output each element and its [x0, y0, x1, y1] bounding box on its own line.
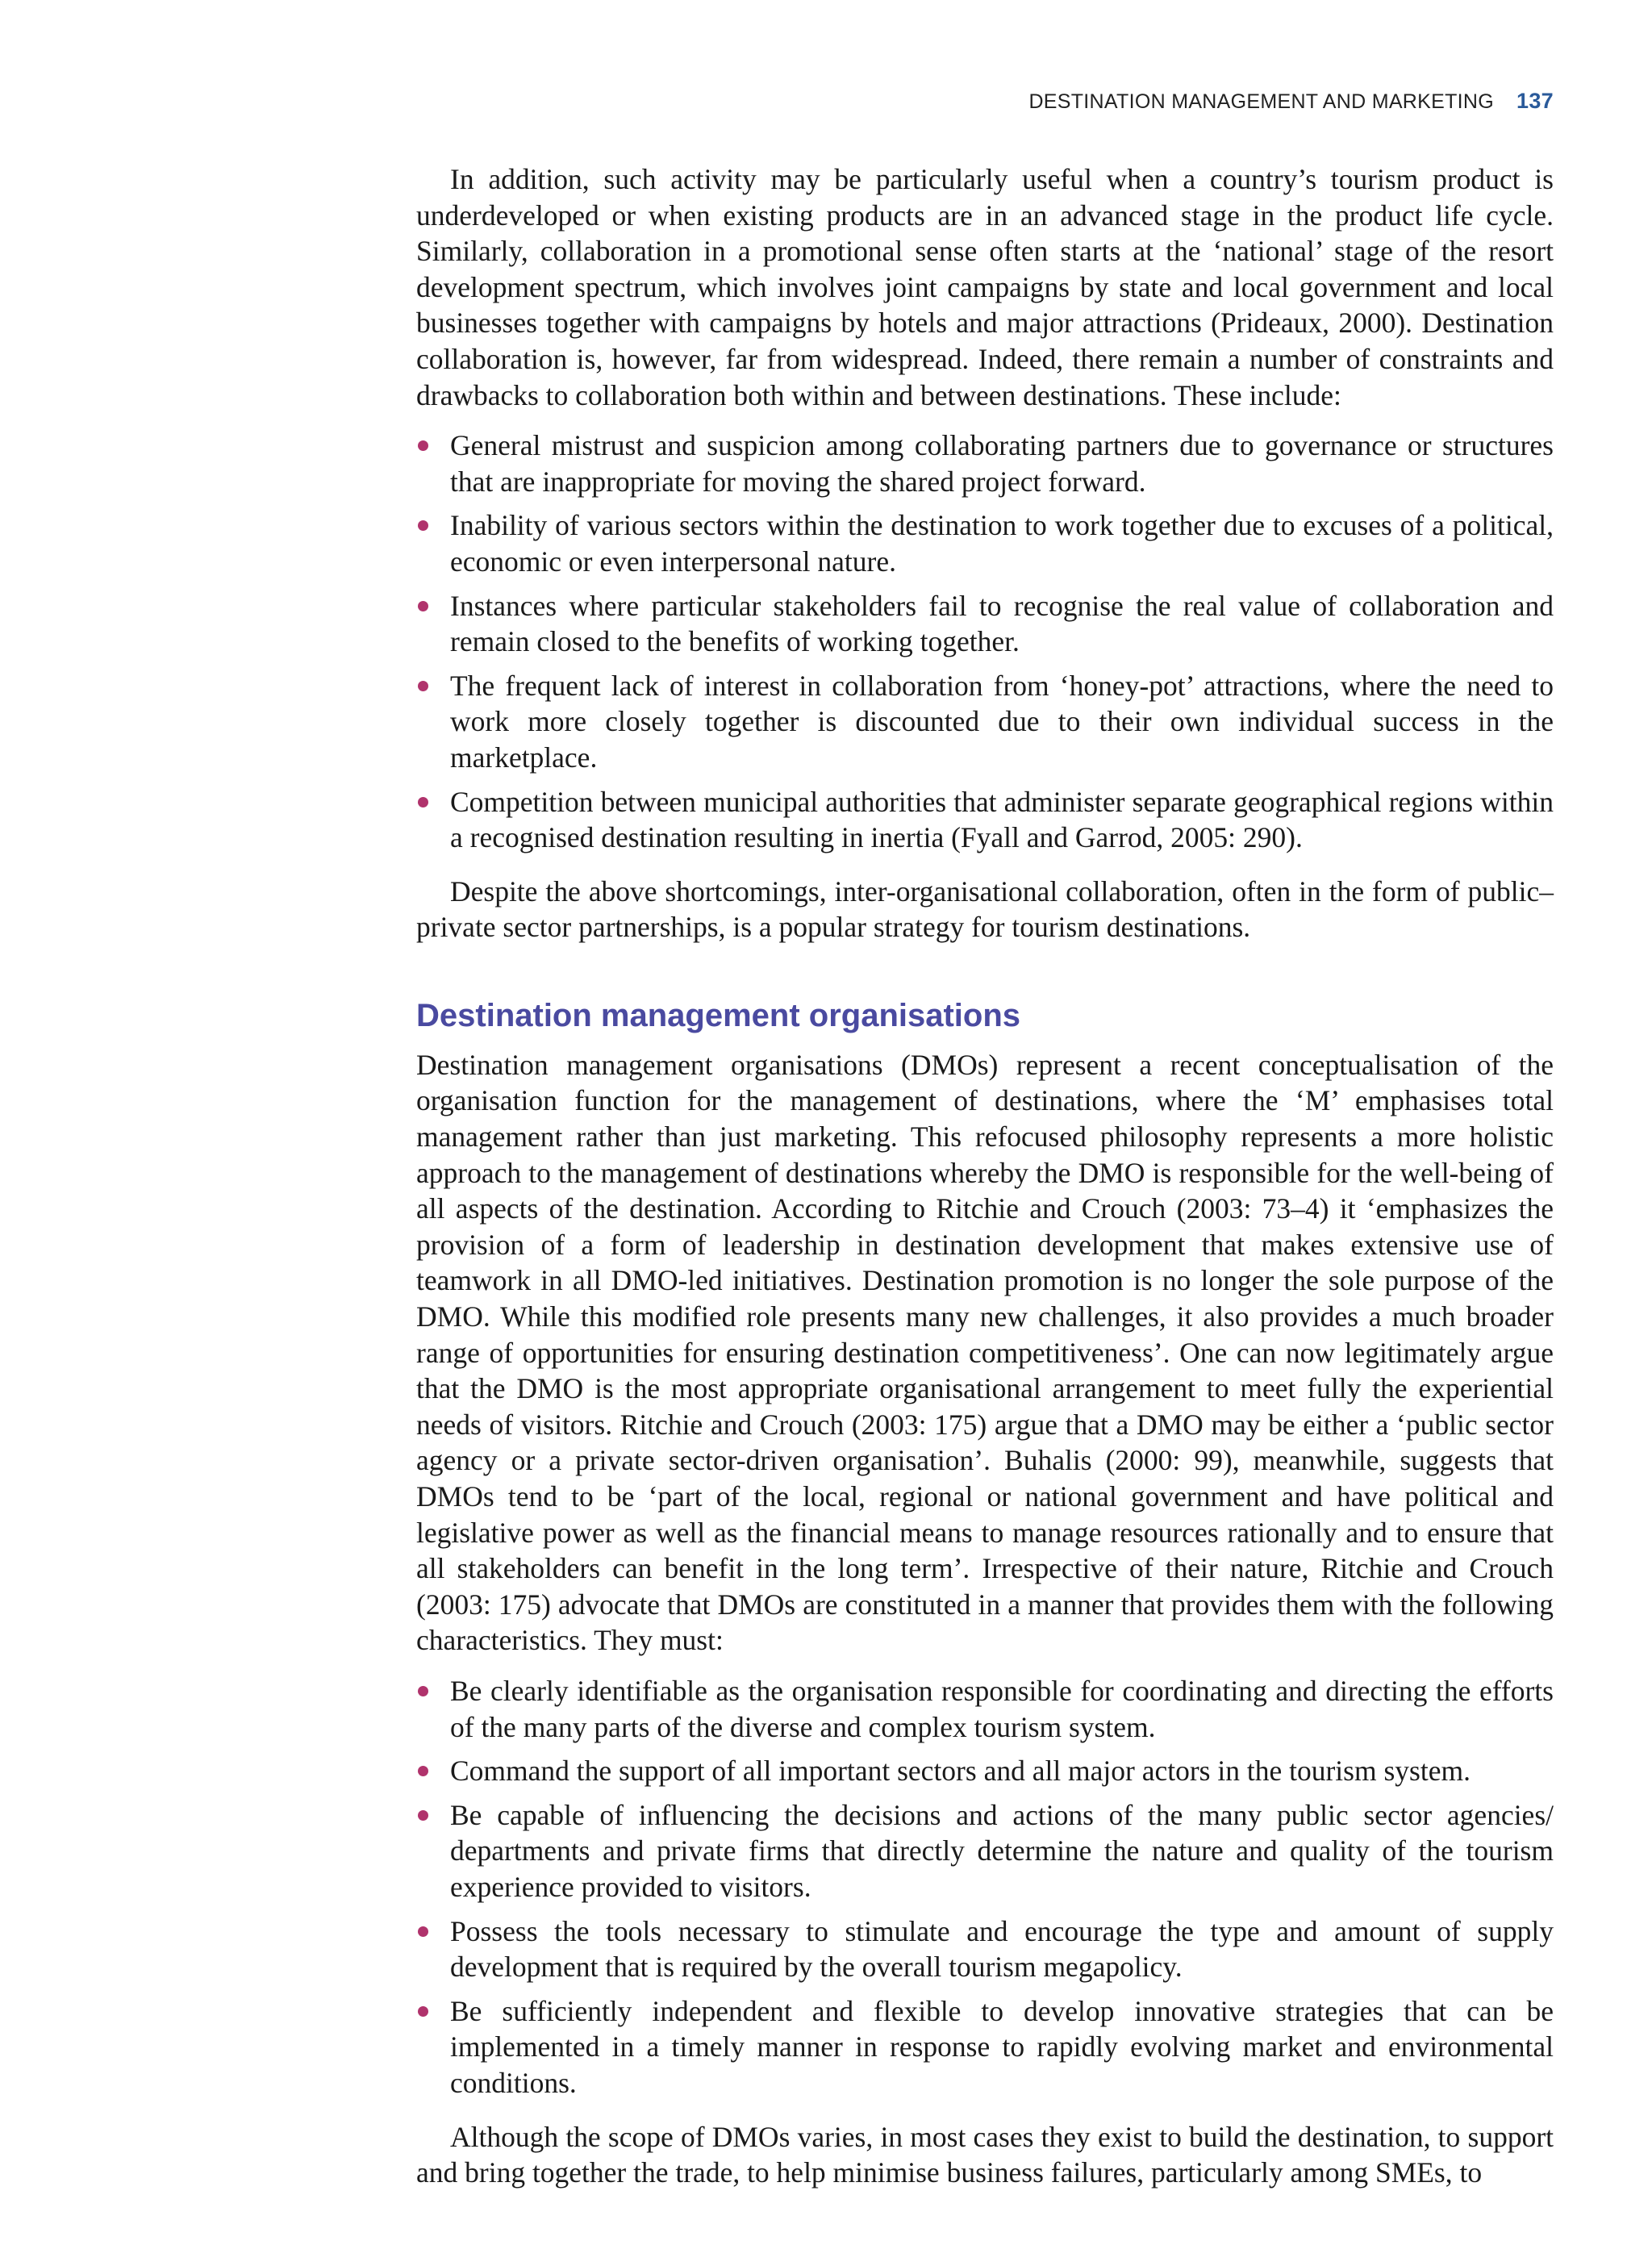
running-title: DESTINATION MANAGEMENT AND MARKETING — [1028, 90, 1495, 113]
bullet-icon — [418, 2006, 428, 2017]
body-text — [416, 161, 1554, 2191]
paragraph-dmo: Destination management organisations (DMOs) represent a recent conceptualisation of the organisation function for the management of destinations, where the ‘M’ emphasises total management rather than just marketing. This refocused philosophy represents a more holistic approach to the management of destinations whereby the DMO is responsible for the well-being of all aspects of the destination. According to Ritchie and Crouch (2003: 73–4) it ‘emphasizes the provision of a form of leadership in destination development that makes extensive use of teamwork in all DMO-led initiatives. Destination promotion is no longer the sole purpose of the DMO. While this modified role presents many new challenges, it also provides a much broader range of opportunities for ensuring destination competitiveness’. One can now legitimately argue that the DMO is the most appropriate organisational arrangement to meet fully the experiential needs of visitors. Ritchie and Crouch (2003: 175) argue that a DMO may be either a ‘public sector agency or a private sector-driven organisation’. Buhalis (2000: 99), meanwhile, suggests that DMOs tend to be ‘part of the local, regional or national government and have political and legislative power as well as the financial means to manage resources rationally and to ensure that all stakeholders can benefit in the long term’. Irrespective of their nature, Ritchie and Crouch (2003: 175) advocate that DMOs are constituted in a manner that provides them with the following characteristics. They must: — [416, 1048, 1554, 1657]
list-item: Possess the tools necessary to stimulate and encourage the type and amount of supply development that is required by the overall tourism megapolicy. — [416, 1913, 1554, 1985]
list-item: Competition between municipal authorities that administer separate geographical regions within a recognised destination resulting in inertia (Fyall and Garrod, 2005: 290). — [416, 784, 1554, 856]
list-item: General mistrust and suspicion among collaborating partners due to governance or structures that are inappropriate for moving the shared project forward. — [416, 428, 1554, 499]
list-item: Be sufficiently independent and flexible to develop innovative strategies that can be implemented in a timely manner in response to rapidly evolving market and environmental conditions. — [416, 1993, 1554, 2101]
bullet-icon — [418, 1686, 428, 1696]
characteristics-list — [416, 1673, 1554, 2101]
bullet-icon — [418, 1810, 428, 1821]
bullet-icon — [418, 1926, 428, 1937]
running-head — [1028, 89, 1554, 114]
list-item: Be capable of influencing the decisions and actions of the many public sector agencies/ departments and private firms that directly determine the nature and quality of the tourism experience provided to visitors. — [416, 1797, 1554, 1905]
section-heading: Destination management organisations — [416, 997, 1021, 1033]
paragraph-scope: Although the scope of DMOs varies, in most cases they exist to build the destination, to support and bring together the trade, to help minimise business failures, particularly among SMEs, to — [416, 2120, 1554, 2189]
list-item: Command the support of all important sectors and all major actors in the tourism system. — [416, 1753, 1554, 1789]
bullet-icon — [418, 1766, 428, 1776]
page-number: 137 — [1516, 89, 1554, 113]
bullet-icon — [418, 520, 428, 531]
list-item: Instances where particular stakeholders fail to recognise the real value of collaboration and remain closed to the benefits of working together. — [416, 588, 1554, 660]
list-item: Be clearly identifiable as the organisation responsible for coordinating and directing the efforts of the many parts of the diverse and complex tourism system. — [416, 1673, 1554, 1745]
paragraph-intro: In addition, such activity may be particularly useful when a country’s tourism product is underdeveloped or when existing products are in an advanced stage in the product life cycle. Similarly, collaboration in a promotional sense often starts at the ‘national’ stage of the resort development spectrum, which involves joint campaigns by state and local government and local businesses together with campaigns by hotels and major attractions (Prideaux, 2000). Destination collaboration is, however, far from widespread. Indeed, there remain a number of constraints and drawbacks to collaboration both within and between destinations. These include: — [416, 163, 1554, 411]
bullet-icon — [418, 681, 428, 691]
list-item: The frequent lack of interest in collaboration from ‘honey-pot’ attractions, where the need to work more closely together is discounted due to their own individual success in the marketplace. — [416, 668, 1554, 776]
bullet-icon — [418, 601, 428, 611]
bullet-icon — [418, 440, 428, 451]
bullet-icon — [418, 797, 428, 807]
paragraph-despite: Despite the above shortcomings, inter-organisational collaboration, often in the form of public–private sector partnerships, is a popular strategy for tourism destinations. — [416, 874, 1554, 944]
constraints-list — [416, 428, 1554, 856]
list-item: Inability of various sectors within the destination to work together due to excuses of a political, economic or even interpersonal nature. — [416, 507, 1554, 579]
